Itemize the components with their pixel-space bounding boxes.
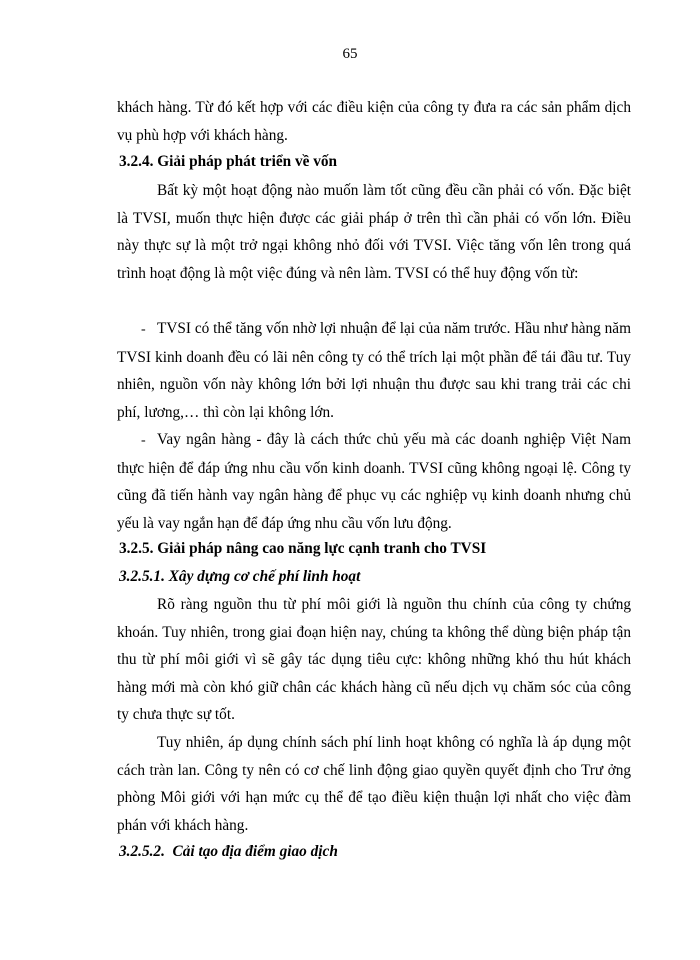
heading-3-2-5-1: 3.2.5.1. Xây dựng cơ chế phí linh hoạt — [119, 568, 361, 585]
bullet-text: TVSI có thể tăng vốn nhờ lợi nhuận để lại của năm trước. Hầu như hàng năm TVSI kinh doanh đều có lãi nên công ty có thể trích lại một phần để tái đầu tư. Tuy nhiên, nguồn vốn này không lớn bởi lợi nhuận thu được sau khi trang trải các chi phí, lương,… thì còn lại không lớn. — [117, 320, 631, 421]
paragraph-capital: Bất kỳ một hoạt động nào muốn làm tốt cũng đều cần phải có vốn. Đặc biệt là TVSI, muốn thực hiện được các giải pháp ở trên thì cần phải có vốn lớn. Điều này thực sự là một trở ngại không nhỏ đối với TVSI. Việc tăng vốn lên trong quá trình hoạt động là một việc đúng và nên làm. TVSI có thể huy động vốn từ: — [117, 182, 631, 282]
bullet-marker: - — [141, 433, 146, 448]
paragraph-fee: Rõ ràng nguồn thu từ phí môi giới là nguồn thu chính của công ty chứng khoán. Tuy nhiên, trong giai đoạn hiện nay, chúng ta không thể dùng biện pháp tận thu từ phí môi giới vì sẽ gây tác dụng tiêu cực: không những khó thu hút khách hàng mới mà còn khó giữ chân các khách hàng cũ nếu dịch vụ chăm sóc của công ty chưa thực sự tốt. — [117, 596, 631, 724]
heading-3-2-5-2: 3.2.5.2. Cải tạo địa điểm giao dịch — [119, 843, 338, 860]
paragraph-intro: khách hàng. Từ đó kết hợp với các điều kiện của công ty đưa ra các sản phẩm dịch vụ phù hợp với khách hàng. — [117, 99, 631, 144]
bullet-item-bank-loan — [117, 426, 631, 537]
bullet-text: Vay ngân hàng - đây là cách thức chủ yếu mà các doanh nghiệp Việt Nam thực hiện để đáp ứng nhu cầu vốn kinh doanh. TVSI cũng không ngoại lệ. Công ty cũng đã tiến hành vay ngân hàng để phục vụ các nghiệp vụ kinh doanh nhưng chủ yếu là vay ngắn hạn để đáp ứng nhu cầu vốn lưu động. — [117, 431, 631, 532]
heading-3-2-4: 3.2.4. Giải pháp phát triển về vốn — [119, 153, 338, 170]
page-number: 65 — [342, 46, 358, 62]
heading-3-2-5: 3.2.5. Giải pháp nâng cao năng lực cạnh tranh cho TVSI — [119, 540, 487, 557]
bullet-item-profit — [117, 315, 631, 426]
paragraph-flexible-fee: Tuy nhiên, áp dụng chính sách phí linh hoạt không có nghĩa là áp dụng một cách tràn lan. Công ty nên có cơ chế linh động giao quyền quyết định cho Trư ởng phòng Môi giới với hạn mức cụ thể để tạo điều kiện thuận lợi nhất cho việc đàm phán với khách hàng. — [117, 734, 631, 834]
bullet-marker: - — [141, 322, 146, 337]
